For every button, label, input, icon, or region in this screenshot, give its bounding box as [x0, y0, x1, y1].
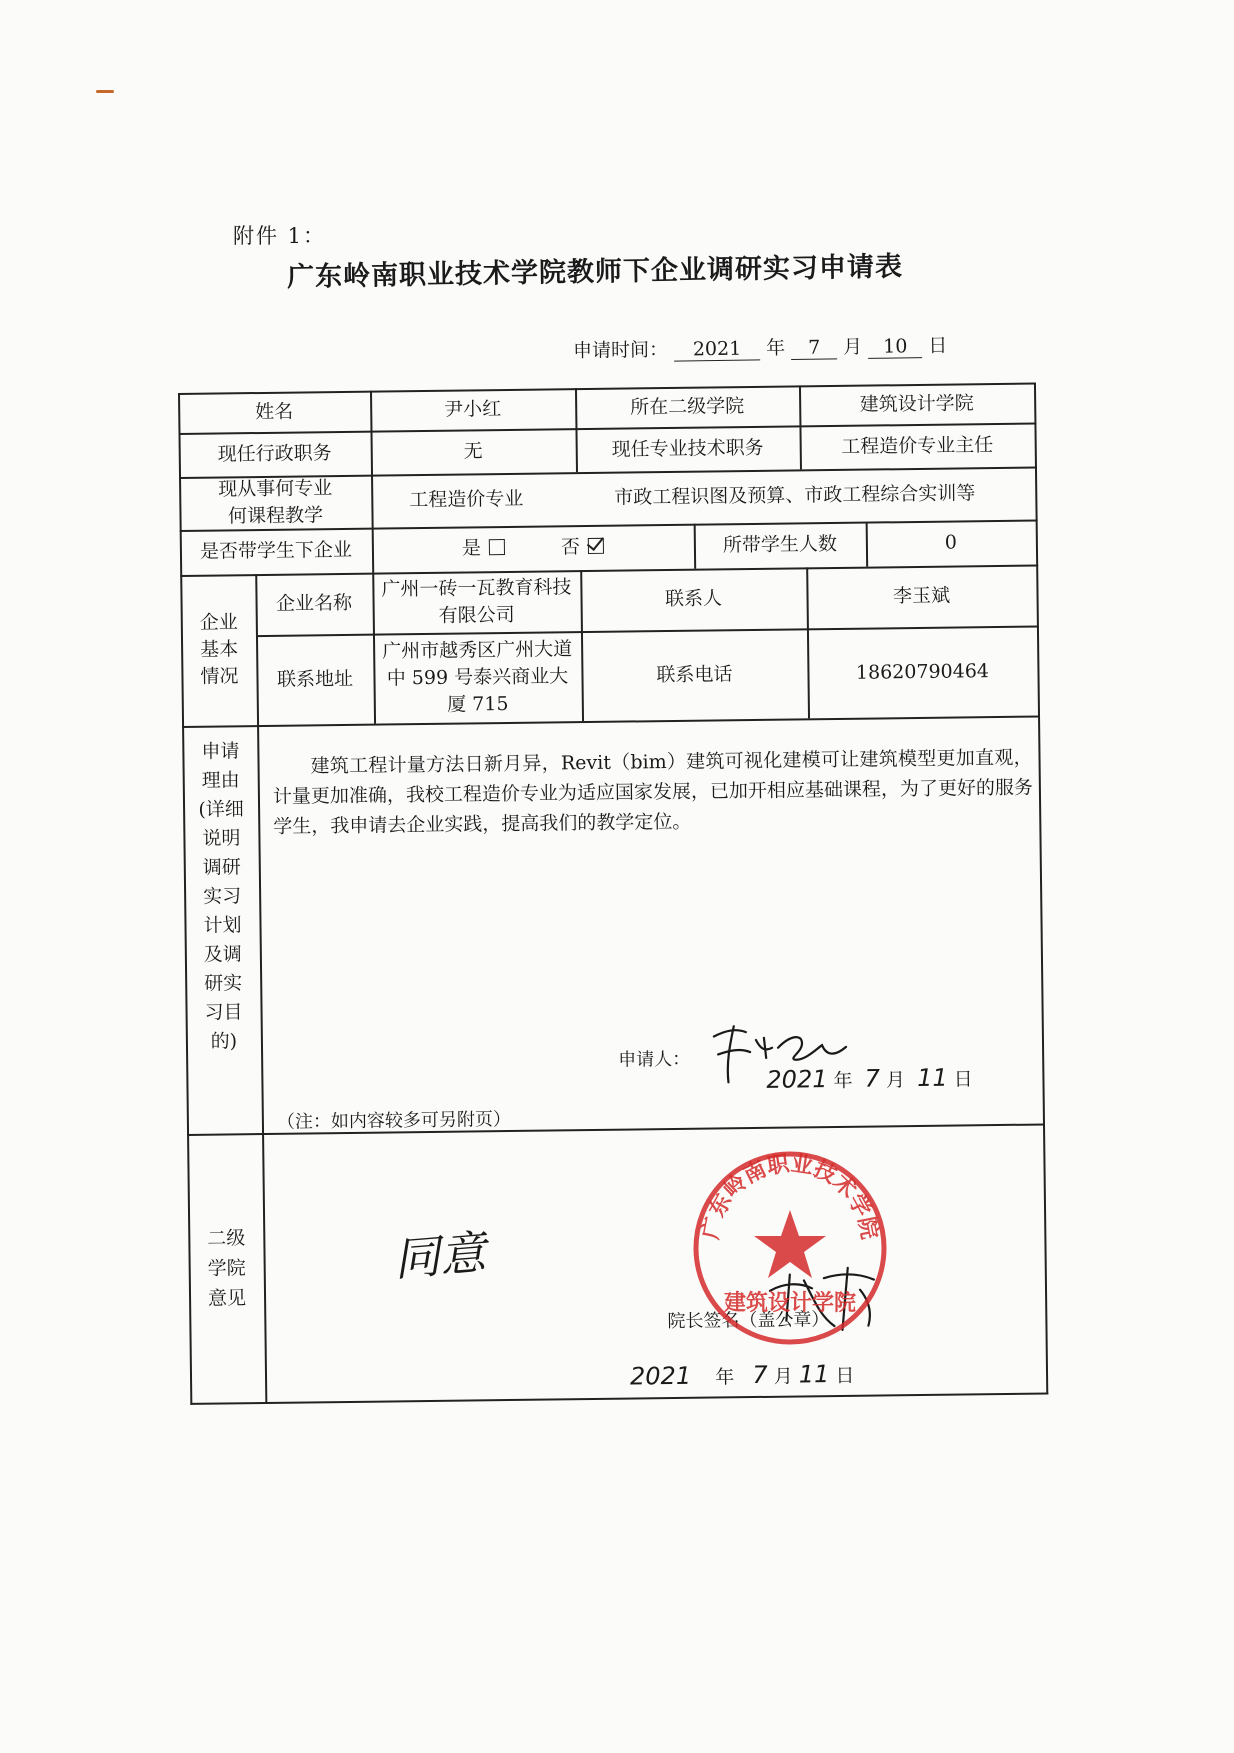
- teaching-courses: 市政工程识图及预算、市政工程综合实训等: [614, 482, 976, 509]
- student-count-value: 0: [944, 531, 958, 554]
- apply-month: 7: [791, 336, 837, 360]
- dean-month: 7: [752, 1360, 768, 1390]
- dean-year-char: 年: [715, 1366, 735, 1389]
- teaching-label: 现从事何专业何课程教学: [218, 476, 333, 527]
- note: （注：如内容较多可另附页）: [276, 1108, 512, 1133]
- sign-day-char: 日: [953, 1068, 973, 1091]
- apply-month-char: 月: [843, 335, 863, 359]
- option-no[interactable]: [561, 534, 604, 562]
- seal-inner-text: 建筑设计学院: [723, 1291, 857, 1316]
- line-bottom: [190, 1392, 1048, 1404]
- seal-outer-text: 广东岭南职业技术学院: [698, 1151, 882, 1242]
- contact-value: 李玉斌: [892, 584, 951, 608]
- name-value: 尹小红: [444, 397, 502, 421]
- company-name-value: 广州一砖一瓦教育科技有限公司: [381, 575, 572, 627]
- address-value: 广州市越秀区广州大道中 599 号泰兴商业大厦 715: [382, 637, 573, 716]
- dean-date: [630, 1360, 855, 1391]
- yes-checkbox[interactable]: [489, 539, 505, 555]
- dean-day-char: 日: [835, 1364, 855, 1388]
- company-name-label: 企业名称: [275, 591, 353, 615]
- official-seal: [690, 1148, 890, 1348]
- sign-day: 11: [916, 1063, 948, 1093]
- applicant-label: 申请人：: [618, 1048, 691, 1071]
- star-icon: [754, 1210, 826, 1278]
- form-title: 广东岭南职业技术学院教师下企业调研实习申请表: [286, 251, 904, 293]
- reason-label: 申请理由(详细说明调研实习计划及调研实习目的): [198, 740, 244, 1053]
- apply-day-char: 日: [928, 334, 948, 358]
- address-label: 联系地址: [276, 667, 354, 691]
- line-right: [1034, 383, 1048, 1395]
- dean-year: 2021: [629, 1361, 692, 1391]
- sign-month: 7: [864, 1064, 881, 1093]
- sign-year: 2021: [766, 1065, 828, 1094]
- enterprise-section-label: 企业基本情况: [199, 611, 239, 688]
- dean-sign-label: 院长签名（盖公章）: [667, 1309, 830, 1333]
- college-opinion-label: 二级学院意见: [207, 1226, 247, 1310]
- opinion-handwritten: 同意: [391, 1225, 488, 1287]
- contact-label: 联系人: [664, 587, 723, 611]
- tech-post-label: 现任专业技术职务: [611, 436, 764, 461]
- bring-students-label: 是否带学生下企业: [199, 538, 353, 563]
- apply-day: 10: [868, 335, 922, 359]
- phone-label: 联系电话: [656, 662, 733, 686]
- option-yes-label: 是: [461, 537, 482, 560]
- phone-value: 18620790464: [855, 659, 990, 684]
- apply-date-label: 申请时间：: [572, 338, 669, 362]
- option-no-label: 否: [560, 536, 581, 559]
- admin-post-value: 无: [463, 439, 483, 463]
- apply-year: 2021: [674, 337, 760, 361]
- dean-day: 11: [798, 1360, 830, 1389]
- sign-date: [766, 1063, 973, 1094]
- bring-students-options: [372, 524, 695, 573]
- sign-year-char: 年: [833, 1069, 853, 1093]
- scan-speck: [96, 90, 114, 93]
- student-count-label: 所带学生人数: [722, 532, 838, 557]
- college-value: 建筑设计学院: [859, 391, 974, 416]
- reason-text: 建筑工程计量方法日新月异，Revit（bim）建筑可视化建模可让建筑模型更加直观，计量更加准确，我校工程造价专业为适应国家发展，已加开相应基础课程，为了更好的服务学生，我申请去企业实践，提高我们的教学定位。: [272, 746, 1034, 838]
- no-checkbox[interactable]: [588, 538, 604, 554]
- teaching-major: 工程造价专业: [409, 487, 524, 512]
- sign-month-char: 月: [885, 1069, 906, 1092]
- attachment-label: 附件 1：: [233, 224, 327, 248]
- application-form: [178, 383, 1048, 1405]
- dean-month-char: 月: [773, 1365, 793, 1388]
- apply-date: [573, 331, 948, 363]
- admin-post-label: 现任行政职务: [217, 441, 332, 466]
- tech-post-value: 工程造价专业主任: [841, 433, 994, 458]
- option-yes[interactable]: [462, 535, 505, 563]
- apply-year-char: 年: [765, 337, 786, 360]
- college-label: 所在二级学院: [630, 394, 745, 418]
- name-label: 姓名: [255, 400, 294, 423]
